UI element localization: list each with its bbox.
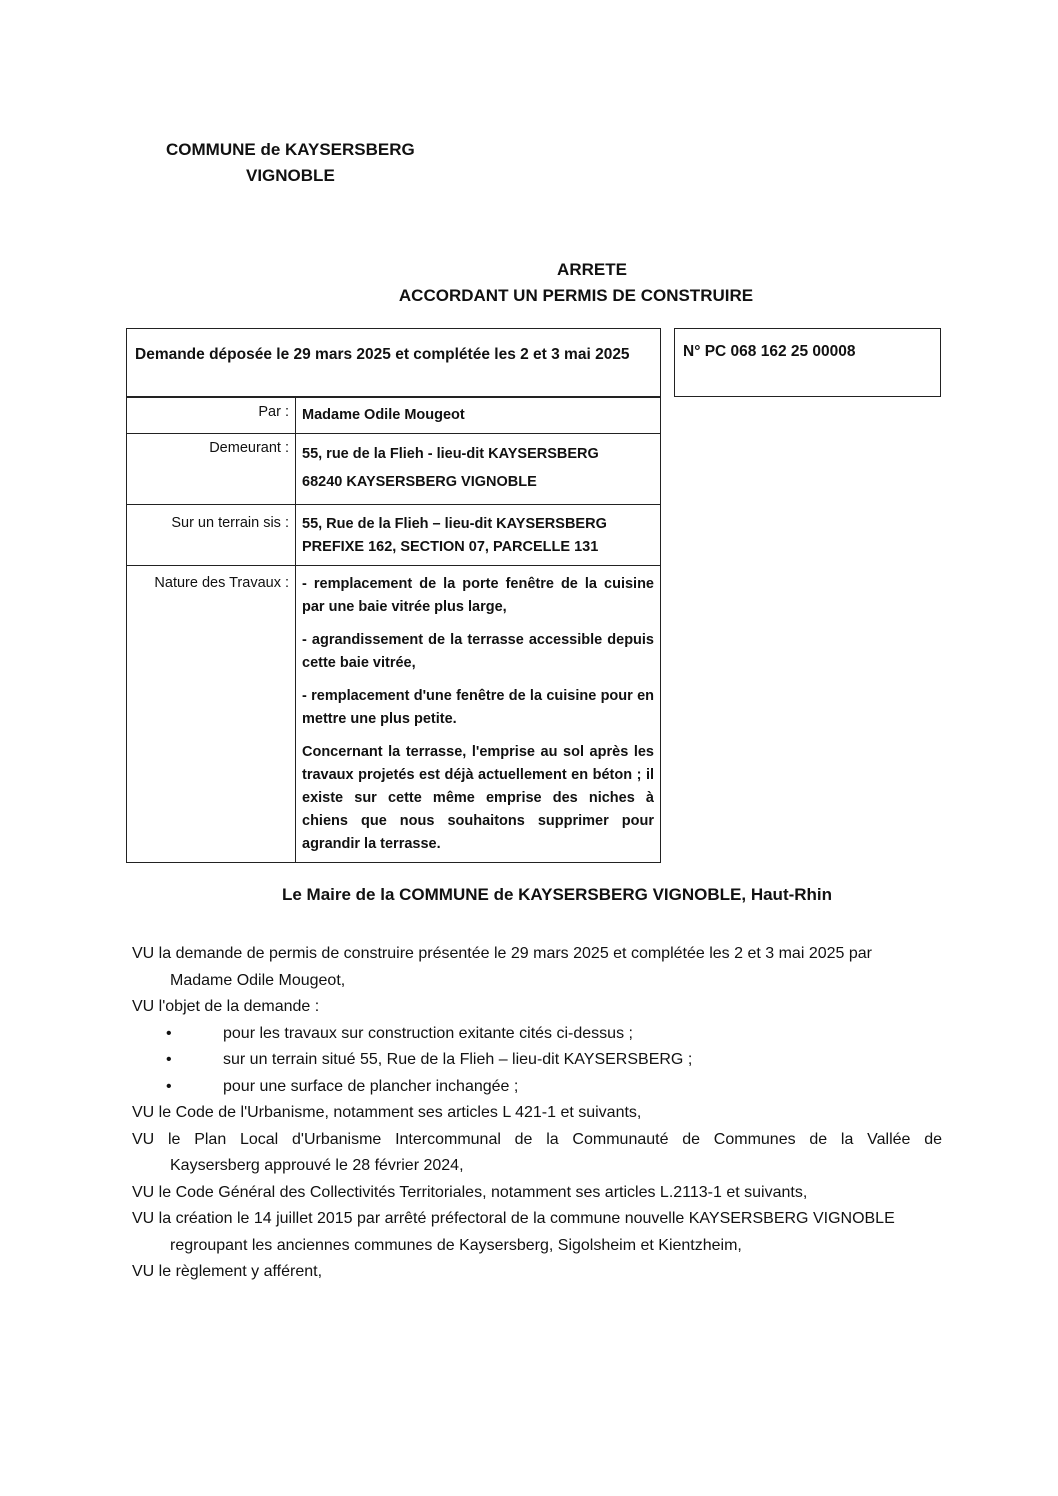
details-table — [126, 397, 661, 863]
vu-plu-line1: VU le Plan Local d'Urbanisme Intercommunal de la Communauté de Communes de la Vallée de — [132, 1130, 942, 1148]
objet-bullet-item — [132, 1074, 942, 1101]
vu-creation-line2: regroupant les anciennes communes de Kaysersberg, Sigolsheim et Kientzheim, — [170, 1236, 742, 1254]
demeurant-line1: 55, rue de la Flieh - lieu-dit KAYSERSBERG — [302, 446, 599, 462]
title-line1: ARRETE — [557, 260, 627, 279]
document-title — [0, 257, 1058, 309]
objet-bullet-item — [132, 1047, 942, 1074]
maire-heading — [0, 885, 1058, 905]
vu-plu-line2: Kaysersberg approuvé le 28 février 2024, — [170, 1157, 464, 1174]
permit-number-box — [674, 328, 941, 397]
vu-demande-line1: VU la demande de permis de construire présentée le 29 mars 2025 et complétée les 2 et 3 mai 2025 par — [132, 945, 872, 962]
bullet-text: pour une surface de plancher inchangée ; — [223, 1077, 519, 1095]
terrain-line1: 55, Rue de la Flieh – lieu-dit KAYSERSBERG — [302, 516, 607, 532]
commune-header — [166, 137, 415, 189]
nature-label: Nature des Travaux : — [127, 566, 296, 863]
permit-number: N° PC 068 162 25 00008 — [683, 343, 856, 360]
row-par — [127, 398, 661, 434]
commune-name-line2: VIGNOBLE — [246, 166, 335, 185]
row-demeurant — [127, 434, 661, 505]
demande-box — [126, 328, 661, 397]
bullet-text: sur un terrain situé 55, Rue de la Flieh – lieu-dit KAYSERSBERG ; — [223, 1051, 693, 1068]
par-value: Madame Odile Mougeot — [296, 398, 661, 434]
row-nature — [127, 566, 661, 863]
terrain-label: Sur un terrain sis : — [127, 505, 296, 566]
vu-reglement: VU le règlement y afférent, — [132, 1263, 323, 1280]
row-terrain — [127, 505, 661, 566]
vu-section — [132, 941, 942, 1286]
commune-name-line1: COMMUNE de KAYSERSBERG — [166, 140, 415, 159]
objet-bullet-item — [132, 1021, 942, 1048]
par-label: Par : — [127, 398, 296, 434]
bullet-icon: • — [166, 1024, 172, 1042]
terrain-value — [296, 505, 661, 566]
vu-code-urbanisme: VU le Code de l'Urbanisme, notamment ses articles L 421-1 et suivants, — [132, 1104, 642, 1121]
title-line2: ACCORDANT UN PERMIS DE CONSTRUIRE — [398, 286, 754, 305]
terrain-line2: PREFIXE 162, SECTION 07, PARCELLE 131 — [302, 539, 599, 555]
bullet-icon: • — [166, 1077, 172, 1095]
nature-item: - remplacement d'une fenêtre de la cuisine pour en mettre une plus petite. — [302, 688, 654, 727]
vu-creation-line1: VU la création le 14 juillet 2015 par arrêté préfectoral de la commune nouvelle KAYSERSBERG VIGNOBLE — [132, 1210, 895, 1227]
vu-objet: VU l'objet de la demande : — [132, 998, 320, 1015]
demande-text: Demande déposée le 29 mars 2025 et complétée les 2 et 3 mai 2025 — [135, 346, 630, 363]
nature-value — [296, 566, 661, 863]
demeurant-label: Demeurant : — [127, 434, 296, 505]
maire-text: Le Maire de la COMMUNE de KAYSERSBERG VIGNOBLE, Haut-Rhin — [281, 885, 833, 904]
demeurant-value — [296, 434, 661, 505]
nature-item: - remplacement de la porte fenêtre de la cuisine par une baie vitrée plus large, — [302, 576, 654, 615]
vu-demande-line2: Madame Odile Mougeot, — [170, 971, 346, 989]
nature-item: - agrandissement de la terrasse accessible depuis cette baie vitrée, — [302, 632, 654, 671]
demeurant-line2: 68240 KAYSERSBERG VIGNOBLE — [302, 474, 537, 490]
nature-note: Concernant la terrasse, l'emprise au sol après les travaux projetés est déjà actuellement en béton ; il existe sur cette même emprise des niches à chiens que nous souhaitons supprimer pour agrandir la terrasse. — [302, 744, 654, 852]
vu-cgct: VU le Code Général des Collectivités Territoriales, notamment ses articles L.2113-1 et suivants, — [132, 1183, 808, 1201]
bullet-icon: • — [166, 1051, 172, 1068]
bullet-text: pour les travaux sur construction exitante cités ci-dessus ; — [223, 1024, 633, 1042]
